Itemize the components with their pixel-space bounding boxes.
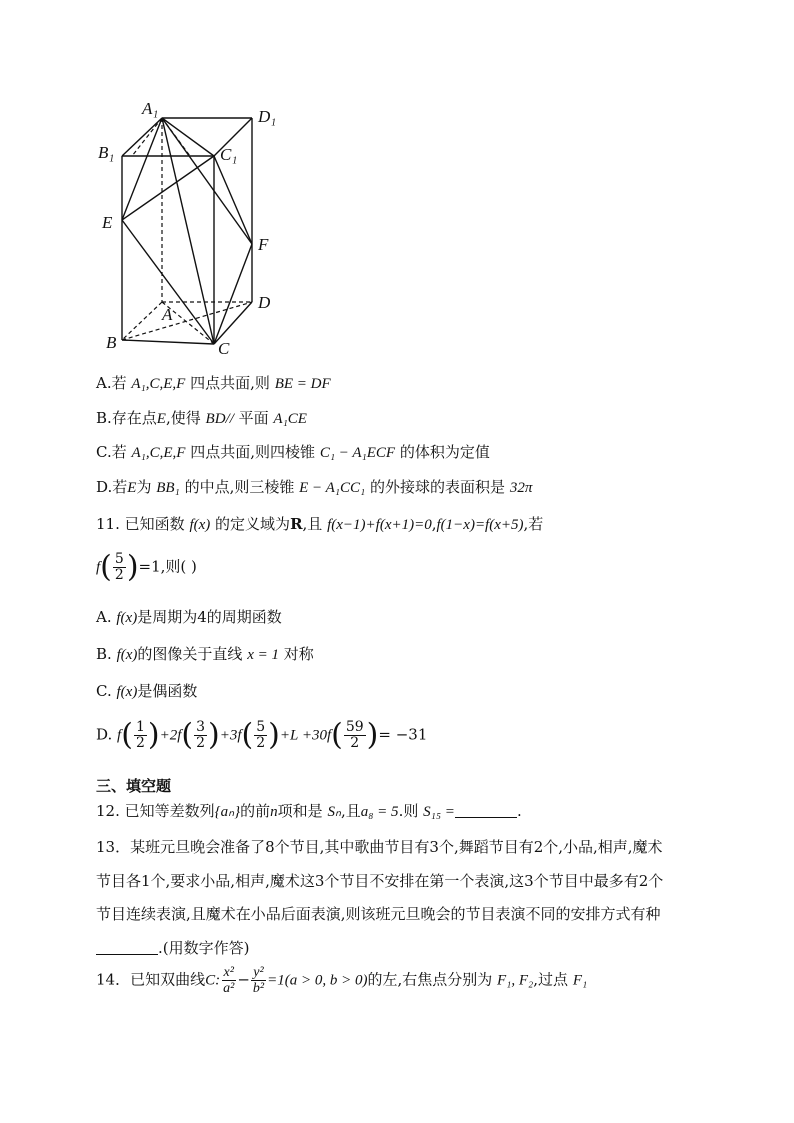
q10-d-text: 为: [136, 478, 152, 496]
q12-seq: {aₙ}: [214, 804, 241, 820]
label-D: D: [258, 293, 271, 312]
q11-option-d: D. f( $\frac{1}{2}$ )+2f( $\frac{3}{2}$ )+3f( $\frac{5}{2}$ )+L +30f( $\frac{59}{2}$ )= −31: [96, 717, 428, 753]
q13-answer-blank[interactable]: [96, 940, 158, 955]
label-A1: A₁: [142, 99, 159, 118]
q14-minus: −: [237, 970, 250, 989]
q10-option-c: [96, 441, 490, 464]
q14-foci: F₁, F₂: [497, 972, 534, 989]
q10-a-label: A.若: [96, 374, 127, 392]
q10-d-text3: 的外接球的表面积是: [370, 478, 506, 496]
q10-a-expr: BE = DF: [274, 376, 331, 392]
q11-c-text: 是偶函数: [137, 682, 198, 700]
q11-text3: ,若: [523, 515, 544, 533]
q11-d-mid: +L +30f: [279, 727, 332, 744]
q10-d-value: 32π: [509, 480, 533, 496]
q11-d-term3: +3f: [219, 727, 242, 744]
q11-option-b: [96, 643, 314, 666]
q12-text1: 已知等差数列: [124, 802, 215, 820]
q11-b-fx: f(x): [116, 647, 138, 663]
q11-a-label: A.: [96, 608, 112, 626]
q10-c-text: 四点共面,则四棱锥: [190, 443, 316, 461]
q12-text2: 的前: [240, 802, 271, 820]
q11-comma: ,: [431, 515, 437, 533]
q10-a-points: A₁,C,E,F: [131, 376, 186, 392]
q13-line2: 节目各1个,要求小品,相声,魔术这3个节目不安排在第一个表演,这3个节目中最多有2个: [96, 872, 664, 890]
label-A: A: [162, 305, 173, 324]
q10-d-seg: BB₁: [156, 480, 180, 496]
q11-b-line: x = 1: [247, 647, 279, 663]
q10-d-label: D.若: [96, 478, 128, 496]
q11-d-rhs: = −31: [378, 725, 428, 744]
q12-text3: 项和是: [277, 802, 323, 820]
q12-n: n: [270, 804, 278, 820]
q11-a-text: 是周期为4的周期函数: [137, 608, 282, 626]
section-title: 三、填空题: [96, 777, 172, 795]
q11-d-frac2: $\frac{3}{2}$: [196, 719, 206, 751]
label-E: E: [102, 213, 113, 232]
q11-given-frac: $\frac{5}{2}$: [114, 551, 124, 583]
q10-a-text: 四点共面,则: [190, 374, 270, 392]
q11-d-frac1: $\frac{1}{2}$: [135, 719, 145, 751]
q14-rhs: =1(a > 0, b > 0): [267, 972, 368, 989]
q10-c-text2: 的体积为定值: [399, 443, 490, 461]
q12-cond: a₈ = 5: [360, 804, 399, 820]
q11-c-label: C.: [96, 682, 112, 700]
prism-figure: [96, 96, 296, 358]
q11-intro: 已知函数: [124, 515, 185, 533]
label-B1: B₁: [98, 143, 115, 162]
q10-option-d: [96, 476, 532, 499]
q11-given-rhs: =1,则( ): [138, 557, 197, 576]
label-C1: C₁: [220, 145, 238, 164]
q13-line4: [96, 937, 249, 959]
q14-number: 14．: [96, 970, 131, 989]
q14-text3: ,过点: [533, 970, 569, 989]
q13-tail: .(用数字作答): [158, 939, 250, 957]
q14: [96, 965, 587, 996]
q10-d-text2: 的中点,则三棱锥: [184, 478, 295, 496]
q14-F1: F₁: [572, 972, 588, 989]
q11-text1: 的定义域为: [215, 515, 291, 533]
q14-frac-y: $\frac{\text{y²}}{\text{b²}}$: [252, 965, 265, 996]
q11-cond1: f(x−1)+f(x+1)=0: [327, 517, 432, 533]
label-C: C: [218, 339, 230, 358]
q12-answer-blank[interactable]: [455, 803, 517, 818]
q11-c-fx: f(x): [116, 684, 138, 700]
q10-b-plane: A₁CE: [273, 411, 307, 427]
q14-C: C:: [205, 972, 221, 989]
q12-Sn: Sₙ: [327, 804, 341, 820]
q11-a-fx: f(x): [116, 610, 138, 626]
q11-R: R: [290, 515, 303, 533]
prism-diagram: [96, 96, 296, 358]
q11-given-f: f: [96, 559, 101, 576]
q10-b-expr: BD//: [205, 411, 234, 427]
q14-frac-x: $\frac{\text{x²}}{\text{a²}}$: [223, 965, 235, 996]
q12-number: 12.: [96, 802, 120, 820]
q12-end: .: [516, 802, 522, 820]
q11-number: 11.: [96, 515, 120, 533]
q11-fx: f(x): [189, 517, 211, 533]
q12-ask: S₁₅ =: [423, 804, 455, 820]
q11-b-text1: 的图像关于直线: [137, 645, 243, 663]
q11-option-c: [96, 680, 197, 703]
q11-cond2: f(1−x)=f(x+5): [436, 517, 524, 533]
q13-line1: 13．某班元旦晚会准备了8个节目,其中歌曲节目有3个,舞蹈节目有2个,小品,相声,魔术: [96, 838, 663, 856]
q10-c-expr: C₁ − A₁ECF: [319, 445, 396, 461]
q10-b-text2: 平面: [233, 409, 274, 427]
q10-b-text: ,使得: [165, 409, 201, 427]
label-F: F: [258, 235, 269, 254]
q12-text5: .则: [398, 802, 419, 820]
q11-b-label: B.: [96, 645, 112, 663]
q10-c-label: C.若: [96, 443, 127, 461]
q11-stem: [96, 513, 543, 536]
q14-text1: 已知双曲线: [130, 970, 206, 989]
q10-c-points: A₁,C,E,F: [131, 445, 186, 461]
q10-b-point: E: [156, 411, 166, 427]
q14-text2: 的左,右焦点分别为: [367, 970, 493, 989]
q10-d-expr: E − A₁CC₁: [299, 480, 366, 496]
q10-d-point: E: [127, 480, 137, 496]
q10-b-label: B.存在点: [96, 409, 157, 427]
q11-d-label: D.: [96, 725, 113, 744]
q11-option-a: [96, 606, 282, 629]
q11-d-term1: f: [117, 727, 122, 744]
q13-line3: 节目连续表演,且魔术在小品后面表演,则该班元旦晚会的节目表演不同的安排方式有种: [96, 905, 661, 923]
q12: [96, 800, 522, 823]
q11-d-frac4: $\frac{59}{2}$: [345, 719, 364, 751]
q11-b-text2: 对称: [283, 645, 314, 663]
q11-text2: ,且: [302, 515, 323, 533]
q11-d-frac3: $\frac{5}{2}$: [256, 719, 266, 751]
q11-given: f( $\frac{5}{2}$ )=1,则( ): [96, 549, 197, 585]
label-D1: D₁: [258, 107, 277, 126]
label-B: B: [106, 333, 117, 352]
q12-text4: ,且: [340, 802, 361, 820]
q10-option-a: [96, 372, 331, 395]
q11-d-term2: +2f: [159, 727, 182, 744]
q10-option-b: [96, 407, 307, 430]
